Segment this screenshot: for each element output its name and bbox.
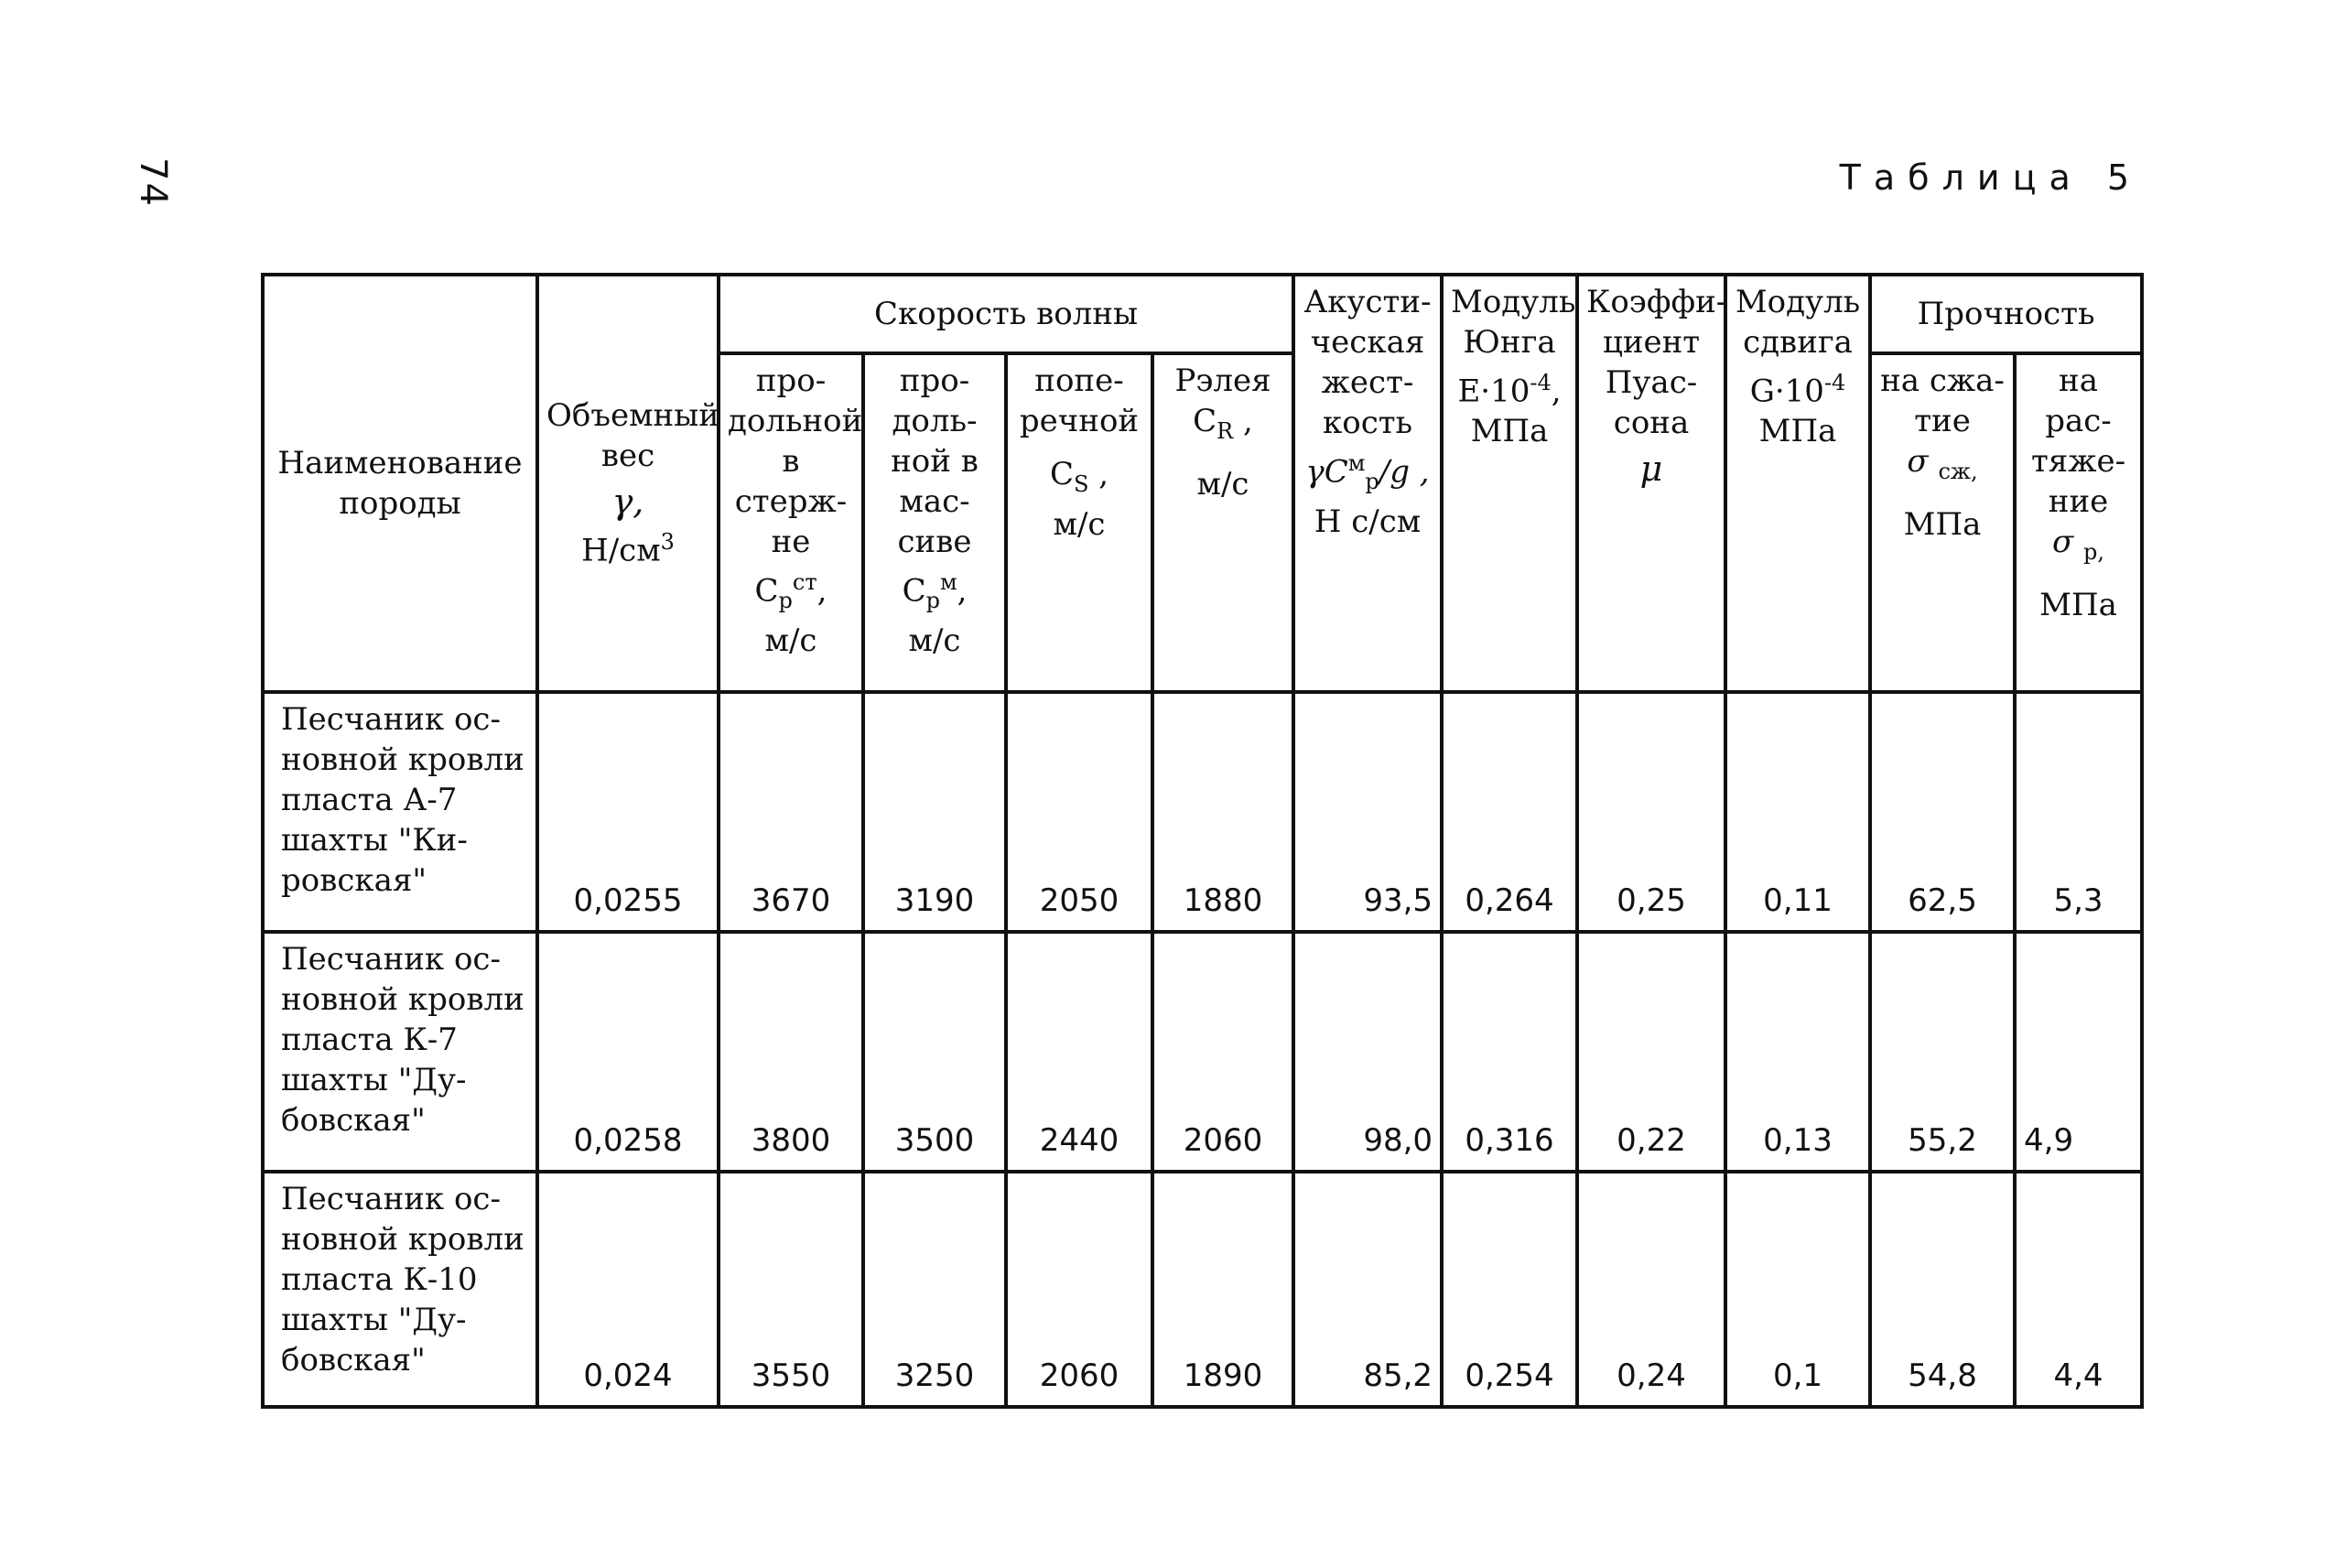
- header-strength-group: Прочность: [1870, 275, 2142, 353]
- table-row: [263, 1172, 2142, 1407]
- header-cs-symbol: $C_S$ ,: [1049, 456, 1109, 497]
- header-young-formula: $E\cdot 10^{-4}$,: [1457, 370, 1562, 410]
- cell-young: 0,316: [1442, 932, 1577, 1172]
- header-acoustic-formula: $\gamma C^м_р/g$ ,: [1305, 450, 1430, 495]
- header-cp-rod-unit: м/с: [764, 622, 817, 660]
- header-acoustic-unit: Н с/см: [1314, 503, 1422, 541]
- cell-cp-mass: 3250: [863, 1172, 1006, 1407]
- cell-cs: 2060: [1006, 1172, 1152, 1407]
- header-cs: [1006, 353, 1152, 692]
- header-shear-label: Модуль сдвига: [1735, 284, 1861, 361]
- header-cp-rod-label: про- дольной в стерж- не: [728, 362, 863, 560]
- header-compress: [1870, 353, 2015, 692]
- row-name: Песчаник ос- новной кровли пласта К-7 шахты "Ду- бовская": [263, 932, 537, 1172]
- header-cr-label: Рэлея: [1174, 362, 1271, 399]
- cell-poisson: 0,24: [1577, 1172, 1725, 1407]
- header-cp-rod: [719, 353, 863, 692]
- header-weight: [537, 275, 719, 692]
- header-compress-unit: МПа: [1903, 505, 1982, 543]
- cell-compress: 54,8: [1870, 1172, 2015, 1407]
- header-compress-symbol: σ $_{сж,}$: [1907, 443, 1978, 484]
- header-young-label: Модуль Юнга: [1451, 284, 1576, 361]
- header-acoustic: [1293, 275, 1442, 692]
- header-tension-unit: МПа: [2039, 586, 2117, 623]
- cell-cr: 2060: [1152, 932, 1293, 1172]
- cell-weight: 0,0255: [537, 692, 719, 932]
- header-cp-mass: [863, 353, 1006, 692]
- header-young: [1442, 275, 1577, 692]
- cell-young: 0,264: [1442, 692, 1577, 932]
- table-caption: Таблица 5: [1839, 157, 2142, 198]
- header-weight-label: Объемный вес: [546, 397, 719, 475]
- header-compress-label: на сжа- тие: [1880, 362, 2005, 439]
- cell-cp-rod: 3800: [719, 932, 863, 1172]
- table-row: [263, 932, 2142, 1172]
- cell-cp-mass: 3500: [863, 932, 1006, 1172]
- cell-cp-rod: 3550: [719, 1172, 863, 1407]
- header-tension-symbol: σ $_{р,}$: [2052, 524, 2105, 565]
- cell-weight: 0,024: [537, 1172, 719, 1407]
- header-cr-symbol: $C_R$ ,: [1193, 403, 1253, 444]
- cell-shear: 0,11: [1725, 692, 1870, 932]
- properties-table: [261, 273, 2144, 1409]
- cell-weight: 0,0258: [537, 932, 719, 1172]
- header-wave-group: Скорость волны: [719, 275, 1293, 353]
- cell-tension: 5,3: [2015, 692, 2142, 932]
- cell-shear: 0,1: [1725, 1172, 1870, 1407]
- cell-poisson: 0,22: [1577, 932, 1725, 1172]
- cell-compress: 55,2: [1870, 932, 2015, 1172]
- header-shear-formula: $G\cdot 10^{-4}$: [1749, 370, 1846, 410]
- cell-shear: 0,13: [1725, 932, 1870, 1172]
- cell-tension: 4,4: [2015, 1172, 2142, 1407]
- cell-young: 0,254: [1442, 1172, 1577, 1407]
- header-poisson-symbol: μ: [1639, 449, 1663, 489]
- header-cp-rod-symbol: $C_р^{ст}$,: [754, 569, 827, 614]
- cell-tension: 4,9: [2015, 932, 2142, 1172]
- cell-compress: 62,5: [1870, 692, 2015, 932]
- cell-cp-mass: 3190: [863, 692, 1006, 932]
- header-shear-unit: МПа: [1758, 413, 1837, 450]
- header-poisson-label: Коэффи- циент Пуас- сона: [1586, 284, 1727, 441]
- header-cp-mass-unit: м/с: [908, 622, 961, 660]
- header-cp-mass-symbol: $C_р^м$,: [902, 569, 968, 614]
- header-tension: [2015, 353, 2142, 692]
- cell-acoustic: 85,2: [1293, 1172, 1442, 1407]
- header-name: Наименование породы: [263, 275, 537, 692]
- cell-acoustic: 93,5: [1293, 692, 1442, 932]
- cell-cs: 2050: [1006, 692, 1152, 932]
- cell-cr: 1880: [1152, 692, 1293, 932]
- cell-poisson: 0,25: [1577, 692, 1725, 932]
- page-number: 74: [132, 157, 174, 208]
- row-name: Песчаник ос- новной кровли пласта А-7 шахты "Ки- ровская": [263, 692, 537, 932]
- cell-acoustic: 98,0: [1293, 932, 1442, 1172]
- header-tension-label: на рас- тяже- ние: [2030, 362, 2126, 520]
- header-poisson: [1577, 275, 1725, 692]
- header-young-unit: МПа: [1470, 413, 1549, 450]
- header-weight-symbol: γ,: [611, 481, 644, 523]
- header-cr-unit: м/с: [1196, 465, 1249, 503]
- cell-cr: 1890: [1152, 1172, 1293, 1407]
- header-cs-label: попе- речной: [1019, 362, 1140, 439]
- header-acoustic-label: Акусти- ческая жест- кость: [1303, 284, 1432, 441]
- row-name: Песчаник ос- новной кровли пласта К-10 шахты "Ду- бовская": [263, 1172, 537, 1407]
- header-cs-unit: м/с: [1053, 505, 1106, 543]
- header-cr: [1152, 353, 1293, 692]
- cell-cp-rod: 3670: [719, 692, 863, 932]
- header-shear: [1725, 275, 1870, 692]
- header-weight-unit: $Н/см^3$: [581, 529, 675, 569]
- table-row: [263, 692, 2142, 932]
- header-cp-mass-label: про- доль- ной в мас- сиве: [891, 362, 979, 560]
- cell-cs: 2440: [1006, 932, 1152, 1172]
